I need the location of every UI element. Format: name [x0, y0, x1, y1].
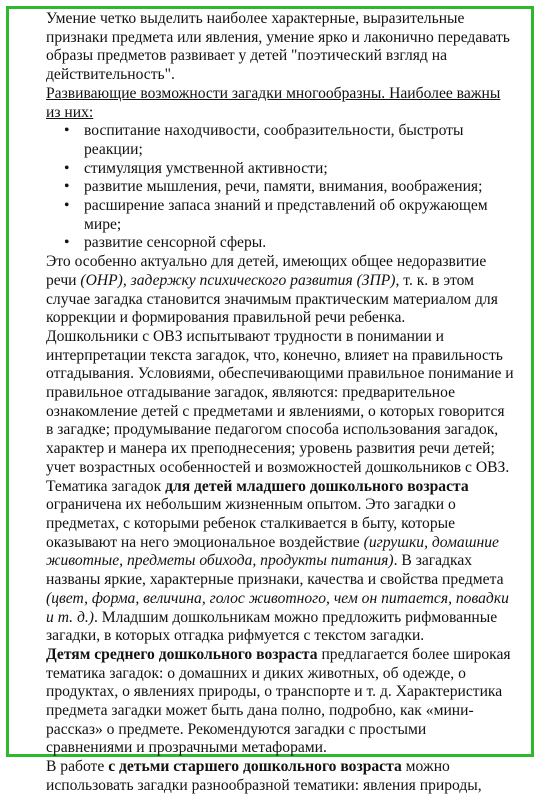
paragraph-developmental-heading: Развивающие возможности загадки многообразны. Наиболее важны из них: [46, 84, 501, 121]
list-item: • стимуляция умственной активности; [84, 160, 514, 179]
bold-run: для детей младшего дошкольного возраста [165, 477, 469, 495]
list-item: • развитие сенсорной сферы. [84, 234, 514, 253]
text-run: можно использовать загадки разнообразной тематики: явления природы, [46, 758, 482, 794]
paragraph-intro: Умение четко выделить наиболее характерные, выразительные признаки предмета или явления, умение ярко и лаконично передавать образы предметов развивает у детей "поэтический взгляд на действительность". [46, 10, 510, 84]
text-run: . В загадках названы яркие, характерные признаки, качества и свойства предмета [46, 552, 504, 589]
text-run: В работе [46, 758, 109, 776]
italic-run: (цвет, форма, величина, голос животного, чем он питается, повадки и т. д.) [46, 589, 509, 626]
text-run: . Младшим дошкольникам можно предложить рифмованные загадки, в которых отгадка рифмуется с текстом загадки. [46, 608, 498, 645]
list-item: • расширение запаса знаний и представлений об окружающем мире; [84, 197, 514, 234]
italic-run: (игрушки, домашние животные, предметы обихода, продукты питания) [46, 533, 499, 570]
list-item: • воспитание находчивости, сообразительности, быстроты реакции; [84, 122, 514, 159]
paragraph-ovz: Дошкольники с ОВЗ испытывают трудности в понимании и интерпретации текста загадок, что, конечно, влияет на правильность отгадывания. Условиями, обеспечивающими правильное понимание и правильное отгадывание загадок, являются: предварительное ознакомление детей с предметами и явлениями, о которых говорится в загадке; продумывание педагогом способа использования загадок, характер и манера их преподнесения; уровень развития речи детей; учет возрастных особенностей и возможностей дошкольников с ОВЗ. [46, 327, 514, 476]
text-run: предлагается более широкая тематика загадок: о домашних и диких животных, об одежде, о продуктах, о явлениях природы, о транспорте и т. д. Характеристика предмета загадки может быть дана полно, подробно, как «мини-рассказ» о предмете. Рекомендуются загадки с простыми сравнениями и прозрачными метафорами. [46, 645, 511, 757]
bullet-list [46, 122, 514, 253]
paragraph-younger [46, 478, 514, 646]
paragraph-older [46, 758, 514, 795]
document-page [46, 10, 514, 796]
text-run: Тематика загадок [46, 477, 166, 495]
bold-run: Детям среднего дошкольного возраста [46, 645, 318, 663]
paragraph-onr [46, 253, 514, 328]
paragraph-middle [46, 646, 514, 758]
text-run: , т. к. в этом случае загадка становится значимым практическим материалом для коррекции и формирования правильной речи ребенка. [46, 271, 498, 327]
list-item: • развитие мышления, речи, памяти, внимания, воображения; [84, 178, 514, 197]
italic-run: (ОНР), задержку психического развития (ЗПР) [80, 271, 396, 289]
text-run: ограничена их небольшим жизненным опытом. Это загадки о предметах, с которыми ребенок сталкивается в быту, которые оказывают на него эмоциональное воздействие [46, 496, 456, 551]
text-run: Это особенно актуально для детей, имеющих общее недоразвитие речи [46, 253, 487, 289]
bold-run: с детьми старшего дошкольного возраста [108, 758, 402, 776]
